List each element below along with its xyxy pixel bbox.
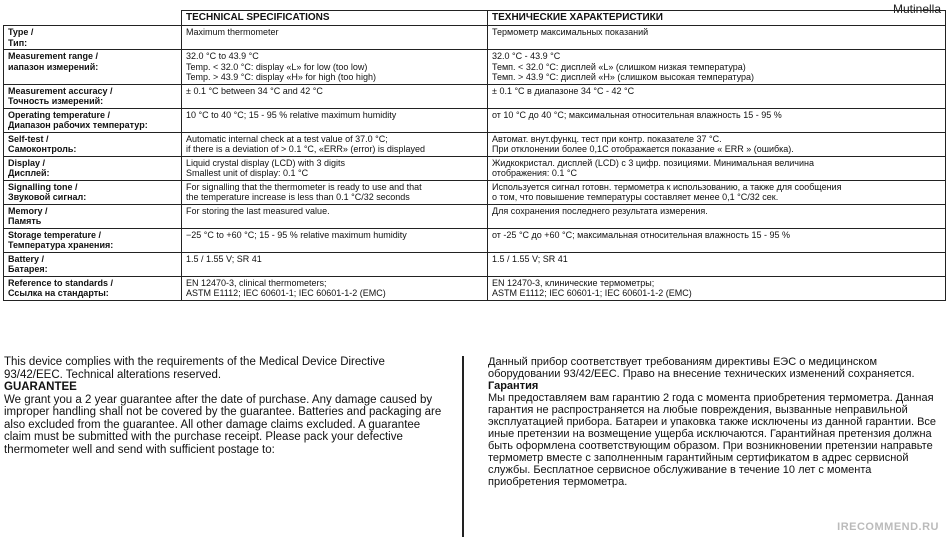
spec-label bbox=[4, 276, 182, 300]
spec-value-ru bbox=[488, 108, 946, 132]
spec-label-ru: Самоконтроль: bbox=[8, 144, 77, 154]
spec-line-ru: Для сохранения последнего результата измерения. bbox=[492, 205, 708, 216]
spec-label-en: Signalling tone / bbox=[8, 181, 78, 192]
guarantee-heading-ru: Гарантия bbox=[488, 380, 539, 392]
spec-label bbox=[4, 252, 182, 276]
spec-line-ru: о том, что повышение температуры составляет менее 0,1 °C/32 сек. bbox=[492, 192, 779, 202]
footer-en bbox=[4, 356, 444, 456]
spec-line-ru: Автомат. внут.функц. тест при контр. показателе 37 °C. bbox=[492, 133, 722, 144]
spec-line-en: Temp. < 32.0 °C: display «L» for low (too low) bbox=[186, 61, 368, 72]
spec-table bbox=[3, 10, 946, 301]
spec-line-ru: Темп. > 43.9 °C: дисплей «H» (слишком высокая температура) bbox=[492, 72, 755, 82]
compliance-en: This device complies with the requirements of the Medical Device Directive 93/42/EEC. Technical alterations reserved. bbox=[4, 356, 385, 381]
spec-label bbox=[4, 156, 182, 180]
spec-label-en: Storage temperature / bbox=[8, 229, 102, 240]
spec-label-en: Self-test / bbox=[8, 133, 49, 144]
spec-line-en: 1.5 / 1.55 V; SR 41 bbox=[186, 253, 262, 264]
spec-line-ru: Термометр максимальных показаний bbox=[492, 27, 649, 37]
spec-label bbox=[4, 204, 182, 228]
spec-row bbox=[4, 84, 946, 108]
spec-line-ru: При отклонении более 0,1C отображается показание « ERR » (ошибка). bbox=[492, 144, 794, 154]
spec-line-en: −25 °C to +60 °C; 15 - 95 % relative maximum humidity bbox=[186, 229, 407, 240]
spec-value-ru bbox=[488, 180, 946, 204]
header-blank bbox=[4, 11, 182, 26]
spec-line-ru: EN 12470-3, клинические термометры; bbox=[492, 277, 655, 288]
spec-line-en: 10 °C to 40 °C; 15 - 95 % relative maximum humidity bbox=[186, 109, 397, 120]
watermark-username: Mutinella bbox=[892, 2, 941, 16]
spec-label bbox=[4, 50, 182, 85]
spec-value-ru bbox=[488, 84, 946, 108]
spec-line-en: For storing the last measured value. bbox=[186, 205, 330, 216]
spec-value-en bbox=[182, 108, 488, 132]
spec-line-en: 32.0 °C to 43.9 °C bbox=[186, 51, 259, 61]
footer-ru bbox=[488, 356, 938, 488]
spec-value-ru bbox=[488, 252, 946, 276]
spec-label-ru: Температура хранения: bbox=[8, 240, 114, 250]
spec-line-en: Temp. > 43.9 °C: display «H» for high (too high) bbox=[186, 72, 376, 82]
spec-value-en bbox=[182, 50, 488, 85]
guarantee-heading-en: GUARANTEE bbox=[4, 381, 77, 393]
spec-label-en: Reference to standards / bbox=[8, 277, 114, 288]
spec-value-ru bbox=[488, 156, 946, 180]
spec-label bbox=[4, 84, 182, 108]
spec-line-ru: от -25 °C до +60 °C; максимальная относительная влажность 15 - 95 % bbox=[492, 229, 791, 240]
spec-line-en: EN 12470-3, clinical thermometers; bbox=[186, 277, 327, 288]
spec-line-en: Liquid crystal display (LCD) with 3 digits bbox=[186, 157, 346, 168]
spec-value-en bbox=[182, 252, 488, 276]
spec-label-ru: Звуковой сигнал: bbox=[8, 192, 87, 202]
spec-value-en bbox=[182, 26, 488, 50]
spec-value-ru bbox=[488, 204, 946, 228]
spec-row bbox=[4, 228, 946, 252]
spec-label-ru: Тип: bbox=[8, 37, 28, 48]
watermark-site: IRECOMMEND.RU bbox=[837, 521, 939, 533]
spec-value-en bbox=[182, 180, 488, 204]
spec-row bbox=[4, 252, 946, 276]
spec-value-ru bbox=[488, 132, 946, 156]
spec-line-en: Automatic internal check at a test value of 37.0 °C; bbox=[186, 133, 388, 144]
spec-value-ru bbox=[488, 276, 946, 300]
spec-label-ru: Точность измерений: bbox=[8, 96, 104, 106]
spec-value-en bbox=[182, 84, 488, 108]
compliance-ru: Данный прибор соответствует требованиям директивы ЕЭС о медицинском оборудовании 93/42/EEC. Право на внесение технических изменений сохраняется. bbox=[488, 356, 915, 380]
spec-value-en bbox=[182, 276, 488, 300]
spec-line-en: ASTM E1112; IEC 60601-1; IEC 60601-1-2 (EMC) bbox=[186, 288, 386, 298]
spec-label bbox=[4, 26, 182, 50]
spec-row bbox=[4, 50, 946, 85]
spec-line-en: ± 0.1 °C between 34 °C and 42 °C bbox=[186, 85, 323, 96]
spec-row bbox=[4, 108, 946, 132]
spec-label bbox=[4, 180, 182, 204]
spec-label-ru: Диапазон рабочих температур: bbox=[8, 120, 148, 130]
spec-row bbox=[4, 204, 946, 228]
spec-label-en: Memory / bbox=[8, 205, 48, 216]
spec-line-ru: Темп. < 32.0 °C: дисплей «L» (слишком низкая температура) bbox=[492, 61, 746, 72]
spec-row bbox=[4, 276, 946, 300]
spec-label-ru: Дисплей: bbox=[8, 168, 50, 178]
spec-label bbox=[4, 132, 182, 156]
spec-label bbox=[4, 108, 182, 132]
spec-line-ru: отображения: 0.1 °C bbox=[492, 168, 578, 178]
header-ru: ТЕХНИЧЕСКИЕ ХАРАКТЕРИСТИКИ bbox=[488, 11, 946, 26]
spec-line-en: Maximum thermometer bbox=[186, 27, 279, 37]
spec-label-en: Battery / bbox=[8, 253, 45, 264]
spec-value-en bbox=[182, 156, 488, 180]
header-en: TECHNICAL SPECIFICATIONS bbox=[182, 11, 488, 26]
spec-label-ru: иапазон измерений: bbox=[8, 61, 99, 72]
spec-label-en: Measurement accuracy / bbox=[8, 85, 113, 96]
spec-value-ru bbox=[488, 228, 946, 252]
column-divider bbox=[462, 356, 464, 537]
spec-line-ru: 32.0 °C - 43.9 °C bbox=[492, 51, 561, 61]
spec-line-ru: 1.5 / 1.55 V; SR 41 bbox=[492, 253, 568, 264]
spec-row bbox=[4, 132, 946, 156]
guarantee-body-en: We grant you a 2 year guarantee after the date of purchase. Any damage caused by improper handling shall not be covered by the guarantee. Batteries and packaging are also excluded from the guarantee. All other damage claims excluded. A guarantee claim must be submitted with the purchase receipt. Please pack your defective thermometer well and send with sufficient postage to: bbox=[4, 393, 442, 456]
spec-line-ru: ASTM E1112; IEC 60601-1; IEC 60601-1-2 (EMC) bbox=[492, 288, 692, 298]
spec-line-ru: Жидкокристал. дисплей (LCD) с 3 цифр. позициями. Минимальная величина bbox=[492, 157, 814, 168]
spec-header-row bbox=[4, 11, 946, 26]
spec-line-en: For signalling that the thermometer is ready to use and that bbox=[186, 181, 422, 192]
spec-line-en: the temperature increase is less than 0.1 °C/32 seconds bbox=[186, 192, 410, 202]
spec-value-ru bbox=[488, 50, 946, 85]
spec-label-ru: Память bbox=[8, 216, 42, 226]
spec-line-ru: Используется сигнал готовн. термометра к использованию, а также для сообщения bbox=[492, 181, 842, 192]
spec-row bbox=[4, 156, 946, 180]
spec-label-en: Type / bbox=[8, 27, 34, 37]
spec-label-ru: Ссылка на стандарты: bbox=[8, 288, 109, 298]
spec-label bbox=[4, 228, 182, 252]
spec-line-ru: ± 0.1 °C в диапазоне 34 °C - 42 °C bbox=[492, 85, 635, 96]
spec-label-en: Display / bbox=[8, 157, 46, 168]
spec-row bbox=[4, 180, 946, 204]
spec-label-ru: Батарея: bbox=[8, 264, 48, 274]
spec-row bbox=[4, 26, 946, 50]
spec-label-en: Measurement range / bbox=[8, 51, 99, 61]
spec-value-en bbox=[182, 228, 488, 252]
spec-line-ru: от 10 °C до 40 °C; максимальная относительная влажность 15 - 95 % bbox=[492, 109, 782, 120]
spec-value-en bbox=[182, 132, 488, 156]
spec-label-en: Operating temperature / bbox=[8, 109, 111, 120]
spec-value-en bbox=[182, 204, 488, 228]
spec-line-en: Smallest unit of display: 0.1 °C bbox=[186, 168, 309, 178]
spec-value-ru bbox=[488, 26, 946, 50]
spec-line-en: if there is a deviation of > 0.1 °C, «ERR» (error) is displayed bbox=[186, 144, 425, 154]
guarantee-body-ru: Мы предоставляем вам гарантию 2 года с момента приобретения термометра. Данная гарантия не распространяется на любые повреждения, вызванные неправильной эксплуатацией прибора. Батареи и упаковка также исключены из данной гарантии. Все иные претензии на возмещение ущерба исключаются. Гарантийная претензия должна быть оформлена соответствующим образом. При возникновении претензии направьте термометр вместе с заполненным гарантийным сертификатом в адрес сервисной службы. Бесплатное сервисное обслуживание в течение 10 лет с момента приобретения термометра. bbox=[488, 392, 937, 488]
